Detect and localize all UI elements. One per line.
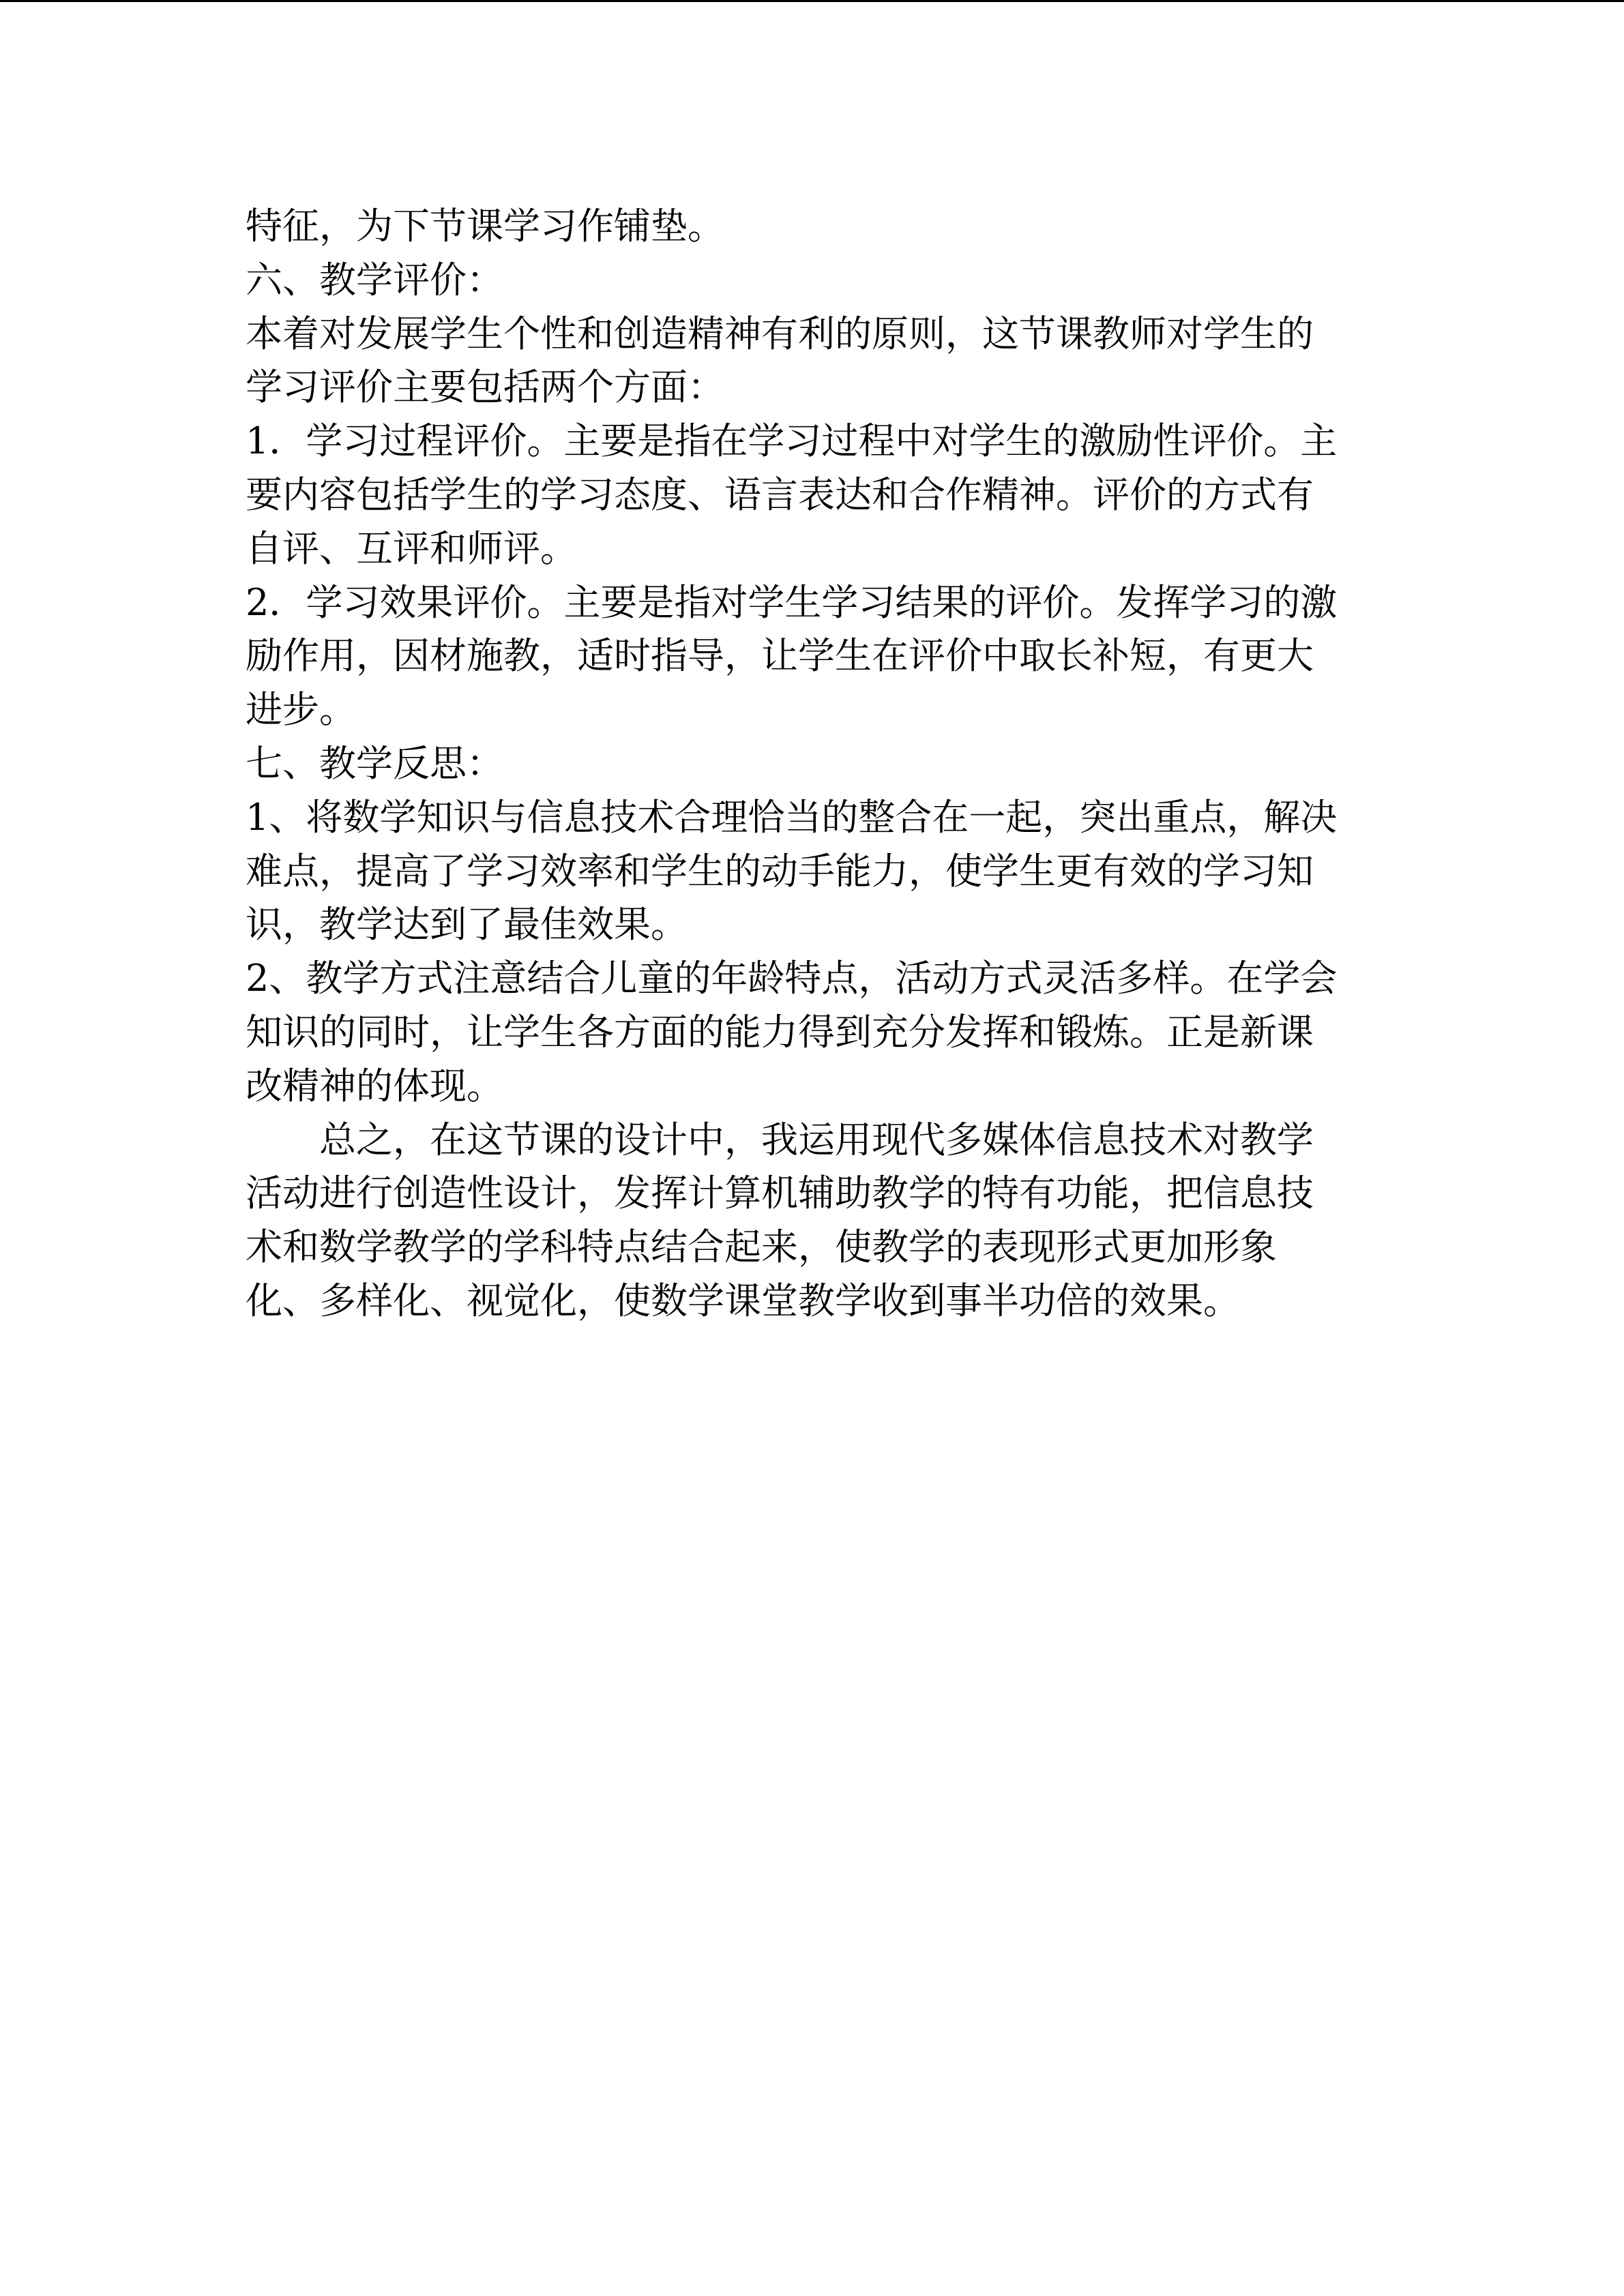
text-line: 1．学习过程评价。主要是指在学习过程中对学生的激励性评价。主 bbox=[246, 419, 1338, 463]
text-line: 进步。 bbox=[246, 688, 356, 732]
text-line: 2．学习效果评价。主要是指对学生学习结果的评价。发挥学习的激 bbox=[246, 580, 1338, 624]
text-line: 励作用，因材施教，适时指导，让学生在评价中取长补短，有更大 bbox=[246, 634, 1314, 678]
text-line: 1、将数学知识与信息技术合理恰当的整合在一起，突出重点，解决 bbox=[246, 795, 1338, 839]
text-line: 识，教学达到了最佳效果。 bbox=[246, 903, 688, 946]
text-line: 术和数学教学的学科特点结合起来，使教学的表现形式更加形象 bbox=[246, 1225, 1277, 1269]
text-line: 本着对发展学生个性和创造精神有利的原则，这节课教师对学生的 bbox=[246, 312, 1314, 355]
text-line: 特征，为下节课学习作铺垫。 bbox=[246, 205, 724, 248]
section-heading-evaluation: 六、教学评价： bbox=[246, 258, 503, 301]
section-heading-reflection: 七、教学反思： bbox=[246, 741, 503, 785]
text-line: 自评、互评和师评。 bbox=[246, 526, 577, 570]
text-line: 难点，提高了学习效率和学生的动手能力，使学生更有效的学习知 bbox=[246, 849, 1314, 893]
text-line: 活动进行创造性设计，发挥计算机辅助教学的特有功能，把信息技 bbox=[246, 1172, 1314, 1215]
text-line: 改精神的体现。 bbox=[246, 1064, 503, 1107]
text-line: 要内容包括学生的学习态度、语言表达和合作精神。评价的方式有 bbox=[246, 473, 1314, 516]
text-line: 学习评价主要包括两个方面： bbox=[246, 366, 724, 409]
text-line: 化、多样化、视觉化，使数学课堂教学收到事半功倍的效果。 bbox=[246, 1279, 1240, 1322]
text-line: 2、教学方式注意结合儿童的年龄特点，活动方式灵活多样。在学会 bbox=[246, 957, 1338, 1000]
summary-first-line: 总之，在这节课的设计中，我运用现代多媒体信息技术对教学 bbox=[319, 1118, 1314, 1161]
document-body bbox=[246, 200, 1378, 1328]
text-line: 知识的同时，让学生各方面的能力得到充分发挥和锻炼。正是新课 bbox=[246, 1010, 1314, 1054]
